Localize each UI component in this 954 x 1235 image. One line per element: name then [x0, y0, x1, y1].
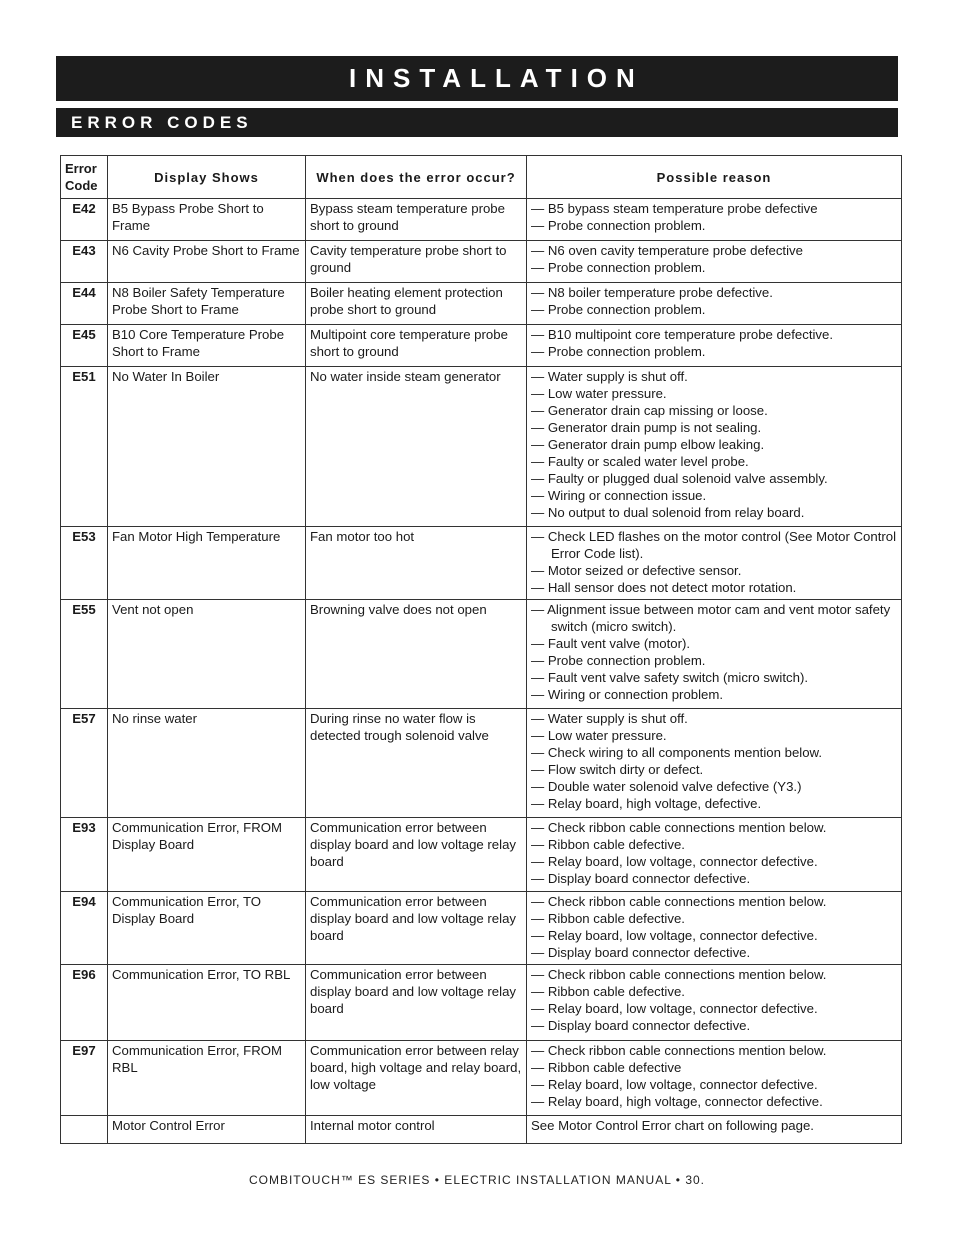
error-code-cell: E94: [61, 892, 108, 965]
column-header-error-code: Error Code: [61, 156, 108, 199]
error-codes-table: [60, 155, 902, 1144]
reason-line: — Alignment issue between motor cam and vent motor safety switch (micro switch).: [531, 602, 891, 634]
table-row: [61, 199, 902, 241]
possible-reason-cell: [527, 527, 902, 600]
reason-line: — Probe connection problem.: [531, 653, 706, 668]
column-header-possible-reason: Possible reason: [527, 156, 902, 199]
error-code-cell: E93: [61, 818, 108, 892]
reason-line: — Water supply is shut off.: [531, 711, 688, 726]
reason-line: — Wiring or connection problem.: [531, 687, 724, 702]
reason-line: — B5 bypass steam temperature probe defective: [531, 201, 818, 216]
reason-line: — Double water solenoid valve defective (Y3.): [531, 779, 802, 794]
when-occurs-cell: Communication error between display board and low voltage relay board: [306, 892, 527, 965]
reason-line: — Faulty or scaled water level probe.: [531, 454, 749, 469]
reason-line: — Relay board, low voltage, connector defective.: [531, 854, 818, 869]
possible-reason-cell: [527, 241, 902, 283]
reason-line: — Fault vent valve safety switch (micro switch).: [531, 670, 809, 685]
reason-line: — Relay board, low voltage, connector defective.: [531, 1077, 818, 1092]
when-occurs-cell: Multipoint core temperature probe short to ground: [306, 325, 527, 367]
possible-reason-cell: [527, 1041, 902, 1116]
reason-line: — Ribbon cable defective.: [531, 837, 685, 852]
possible-reason-cell: [527, 367, 902, 527]
reason-line: — Check ribbon cable connections mention below.: [531, 967, 827, 982]
reason-line: — Probe connection problem.: [531, 302, 706, 317]
when-occurs-cell: Browning valve does not open: [306, 600, 527, 709]
display-shows-cell: Motor Control Error: [108, 1116, 306, 1144]
error-code-cell: E43: [61, 241, 108, 283]
column-header-display-shows: Display Shows: [108, 156, 306, 199]
when-occurs-cell: Communication error between display board and low voltage relay board: [306, 818, 527, 892]
possible-reason-cell: [527, 965, 902, 1041]
when-occurs-cell: Communication error between relay board, high voltage and relay board, low voltage: [306, 1041, 527, 1116]
display-shows-cell: N8 Boiler Safety Temperature Probe Short to Frame: [108, 283, 306, 325]
error-code-cell: E53: [61, 527, 108, 600]
reason-line: — Motor seized or defective sensor.: [531, 563, 742, 578]
error-code-cell: E45: [61, 325, 108, 367]
table-row: [61, 1116, 902, 1144]
reason-line: See Motor Control Error chart on following page.: [531, 1118, 814, 1133]
table-row: [61, 325, 902, 367]
table-row: [61, 892, 902, 965]
table-row: [61, 283, 902, 325]
reason-line: — B10 multipoint core temperature probe defective.: [531, 327, 834, 342]
reason-line: — Ribbon cable defective.: [531, 911, 685, 926]
display-shows-cell: Vent not open: [108, 600, 306, 709]
reason-line: — Faulty or plugged dual solenoid valve assembly.: [531, 471, 828, 486]
display-shows-cell: No Water In Boiler: [108, 367, 306, 527]
table-row: [61, 600, 902, 709]
table-row: [61, 818, 902, 892]
reason-line: — Ribbon cable defective: [531, 1060, 682, 1075]
reason-line: — N6 oven cavity temperature probe defective: [531, 243, 803, 258]
reason-line: — Display board connector defective.: [531, 945, 751, 960]
error-code-cell: E96: [61, 965, 108, 1041]
display-shows-cell: Communication Error, FROM Display Board: [108, 818, 306, 892]
reason-line: — Water supply is shut off.: [531, 369, 688, 384]
reason-line: — Relay board, low voltage, connector defective.: [531, 1001, 818, 1016]
reason-line: — Check ribbon cable connections mention below.: [531, 1043, 827, 1058]
error-code-cell: E97: [61, 1041, 108, 1116]
page-footer: COMBITOUCH™ ES SERIES • ELECTRIC INSTALLATION MANUAL • 30.: [248, 1173, 706, 1187]
when-occurs-cell: Fan motor too hot: [306, 527, 527, 600]
possible-reason-cell: [527, 818, 902, 892]
reason-line: — Generator drain pump elbow leaking.: [531, 437, 765, 452]
reason-line: — Display board connector defective.: [531, 1018, 751, 1033]
reason-line: — Check LED flashes on the motor control (See Motor Control Error Code list).: [531, 529, 897, 561]
possible-reason-cell: [527, 325, 902, 367]
reason-line: — Generator drain pump is not sealing.: [531, 420, 762, 435]
possible-reason-cell: [527, 199, 902, 241]
reason-line: — Check ribbon cable connections mention below.: [531, 820, 827, 835]
possible-reason-cell: [527, 283, 902, 325]
reason-line: — Relay board, high voltage, defective.: [531, 796, 762, 811]
reason-line: — Hall sensor does not detect motor rotation.: [531, 580, 797, 595]
table-row: [61, 367, 902, 527]
possible-reason-cell: [527, 600, 902, 709]
reason-line: — No output to dual solenoid from relay board.: [531, 505, 805, 520]
table-row: [61, 241, 902, 283]
reason-line: — Display board connector defective.: [531, 871, 751, 886]
display-shows-cell: B5 Bypass Probe Short to Frame: [108, 199, 306, 241]
reason-line: — Fault vent valve (motor).: [531, 636, 691, 651]
reason-line: — Relay board, low voltage, connector defective.: [531, 928, 818, 943]
error-code-cell: [61, 1116, 108, 1144]
display-shows-cell: B10 Core Temperature Probe Short to Frame: [108, 325, 306, 367]
error-code-cell: E55: [61, 600, 108, 709]
table-body: [61, 199, 902, 1144]
when-occurs-cell: During rinse no water flow is detected trough solenoid valve: [306, 709, 527, 818]
reason-line: — Generator drain cap missing or loose.: [531, 403, 768, 418]
possible-reason-cell: [527, 892, 902, 965]
page-title: INSTALLATION: [349, 63, 644, 93]
table-row: [61, 965, 902, 1041]
possible-reason-cell: [527, 1116, 902, 1144]
error-code-cell: E51: [61, 367, 108, 527]
table-row: [61, 709, 902, 818]
when-occurs-cell: Internal motor control: [306, 1116, 527, 1144]
reason-line: — Low water pressure.: [531, 728, 667, 743]
when-occurs-cell: No water inside steam generator: [306, 367, 527, 527]
reason-line: — Probe connection problem.: [531, 344, 706, 359]
reason-line: — Check ribbon cable connections mention below.: [531, 894, 827, 909]
when-occurs-cell: Communication error between display board and low voltage relay board: [306, 965, 527, 1041]
display-shows-cell: Communication Error, TO RBL: [108, 965, 306, 1041]
possible-reason-cell: [527, 709, 902, 818]
page-title-banner: [56, 56, 898, 101]
column-header-when: When does the error occur?: [306, 156, 527, 199]
error-code-cell: E42: [61, 199, 108, 241]
when-occurs-cell: Cavity temperature probe short to ground: [306, 241, 527, 283]
display-shows-cell: Fan Motor High Temperature: [108, 527, 306, 600]
when-occurs-cell: Boiler heating element protection probe short to ground: [306, 283, 527, 325]
reason-line: — Relay board, high voltage, connector defective.: [531, 1094, 823, 1109]
reason-line: — Flow switch dirty or defect.: [531, 762, 704, 777]
error-code-cell: E57: [61, 709, 108, 818]
error-code-cell: E44: [61, 283, 108, 325]
reason-line: — Check wiring to all components mention below.: [531, 745, 823, 760]
reason-line: — Ribbon cable defective.: [531, 984, 685, 999]
display-shows-cell: N6 Cavity Probe Short to Frame: [108, 241, 306, 283]
reason-line: — N8 boiler temperature probe defective.: [531, 285, 773, 300]
table-header-row: [61, 156, 902, 199]
reason-line: — Low water pressure.: [531, 386, 667, 401]
reason-line: — Wiring or connection issue.: [531, 488, 707, 503]
reason-line: — Probe connection problem.: [531, 218, 706, 233]
when-occurs-cell: Bypass steam temperature probe short to ground: [306, 199, 527, 241]
reason-line: — Probe connection problem.: [531, 260, 706, 275]
section-title-banner: [56, 108, 898, 137]
section-title: ERROR CODES: [71, 113, 253, 132]
table-row: [61, 1041, 902, 1116]
display-shows-cell: No rinse water: [108, 709, 306, 818]
table-row: [61, 527, 902, 600]
display-shows-cell: Communication Error, FROM RBL: [108, 1041, 306, 1116]
display-shows-cell: Communication Error, TO Display Board: [108, 892, 306, 965]
